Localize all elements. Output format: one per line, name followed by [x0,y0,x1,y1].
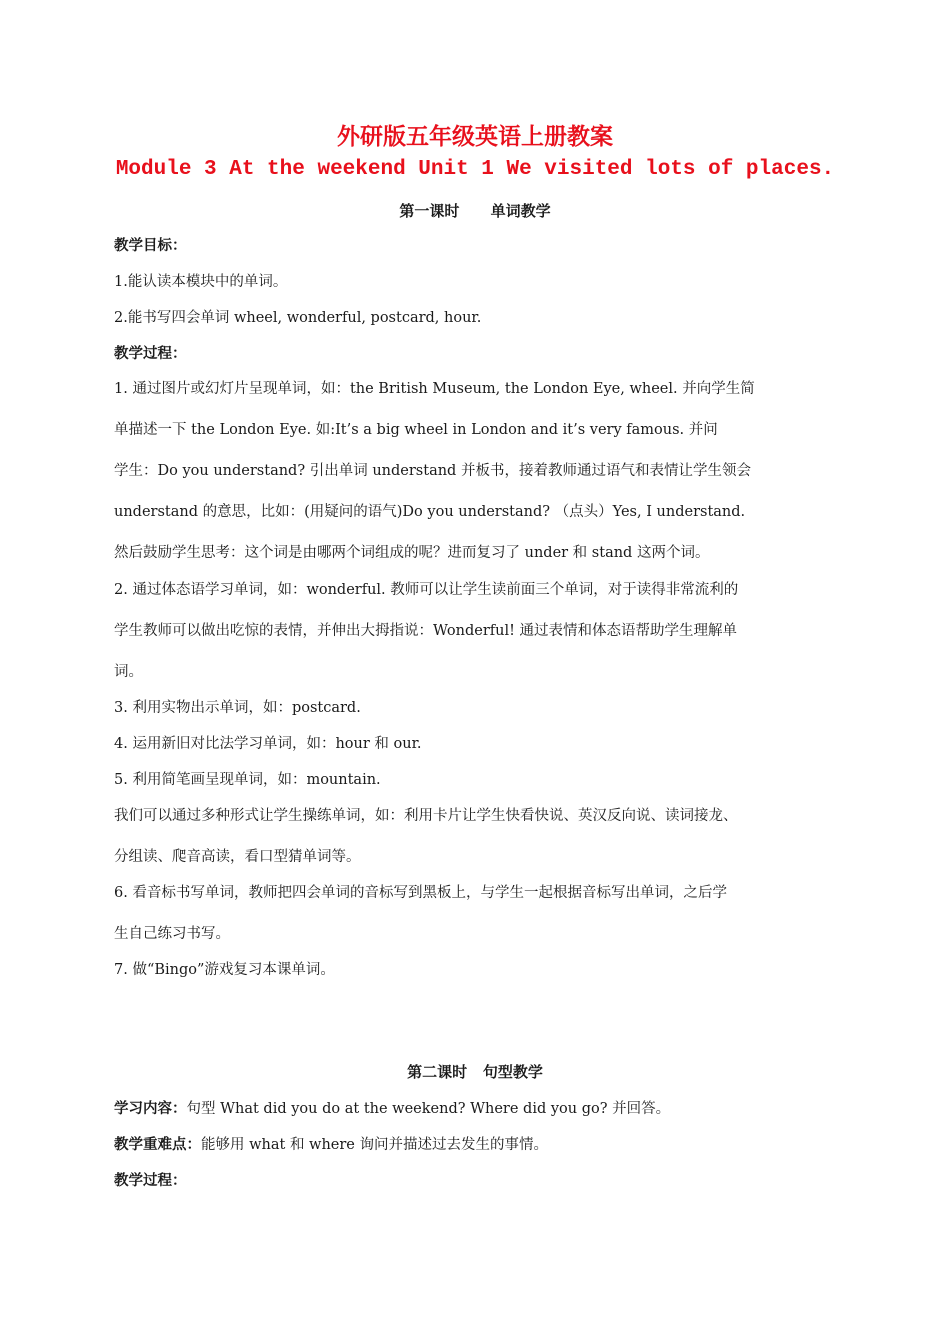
body-line: 1. 通过图片或幻灯片呈现单词，如：the British Museum, the London Eye, wheel. 并向学生简 [114,381,755,397]
body-line: 我们可以通过多种形式让学生操练单词，如：利用卡片让学生快看快说、英汉反向说、读词接龙、 [114,808,738,824]
body-line: 分组读、爬音高读，看口型猜单词等。 [114,849,361,865]
body-line: 2. 通过体态语学习单词，如：wonderful. 教师可以让学生读前面三个单词，对于读得非常流利的 [114,582,739,598]
body-line: 学生教师可以做出吃惊的表情，并伸出大拇指说：Wonderful! 通过表情和体态语帮助学生理解单 [114,623,738,639]
key-points-label: 教学重难点： [114,1137,201,1153]
content-text: 句型 What did you do at the weekend? Where did you go? 并回答。 [186,1101,671,1117]
key-points-text: 能够用 what 和 where 询问并描述过去发生的事情。 [201,1137,549,1153]
goal-item: 1.能认读本模块中的单词。 [114,274,288,290]
process-label-2: 教学过程： [114,1173,187,1189]
document-title-english: Module 3 At the weekend Unit 1 We visited lots of places. [115,158,835,181]
body-line: 然后鼓励学生思考：这个词是由哪两个词组成的呢？进而复习了 under 和 stand 这两个词。 [114,545,710,561]
body-line: 生自己练习书写。 [114,926,230,942]
body-line: 5. 利用简笔画呈现单词，如：mountain. [114,772,381,788]
body-line: 学生：Do you understand? 引出单词 understand 并板书，接着教师通过语气和表情让学生领会 [114,463,751,479]
body-line: 6. 看音标书写单词，教师把四会单词的音标写到黑板上，与学生一起根据音标写出单词，之后学 [114,885,727,901]
document-title-chinese: 外研版五年级英语上册教案 [337,124,613,150]
goals-label: 教学目标： [114,238,187,254]
body-line: 4. 运用新旧对比法学习单词，如：hour 和 our. [114,736,422,752]
content-label: 学习内容： [114,1101,187,1117]
goal-item: 2.能书写四会单词 wheel, wonderful, postcard, hour. [114,310,482,326]
body-line: 3. 利用实物出示单词，如：postcard. [114,700,361,716]
body-line: 单描述一下 the London Eye. 如:It’s a big wheel in London and it’s very famous. 并问 [114,422,718,438]
lesson1-heading: 第一课时 单词教学 [399,202,551,220]
body-line: understand 的意思，比如：(用疑问的语气)Do you understand? （点头）Yes, I understand. [114,504,746,520]
process-label: 教学过程： [114,346,187,362]
body-line: 词。 [114,664,143,680]
content-line [114,1097,844,1118]
key-points-line [114,1133,844,1154]
lesson2-heading: 第二课时 句型教学 [407,1063,543,1081]
body-line: 7. 做“Bingo”游戏复习本课单词。 [114,962,335,978]
